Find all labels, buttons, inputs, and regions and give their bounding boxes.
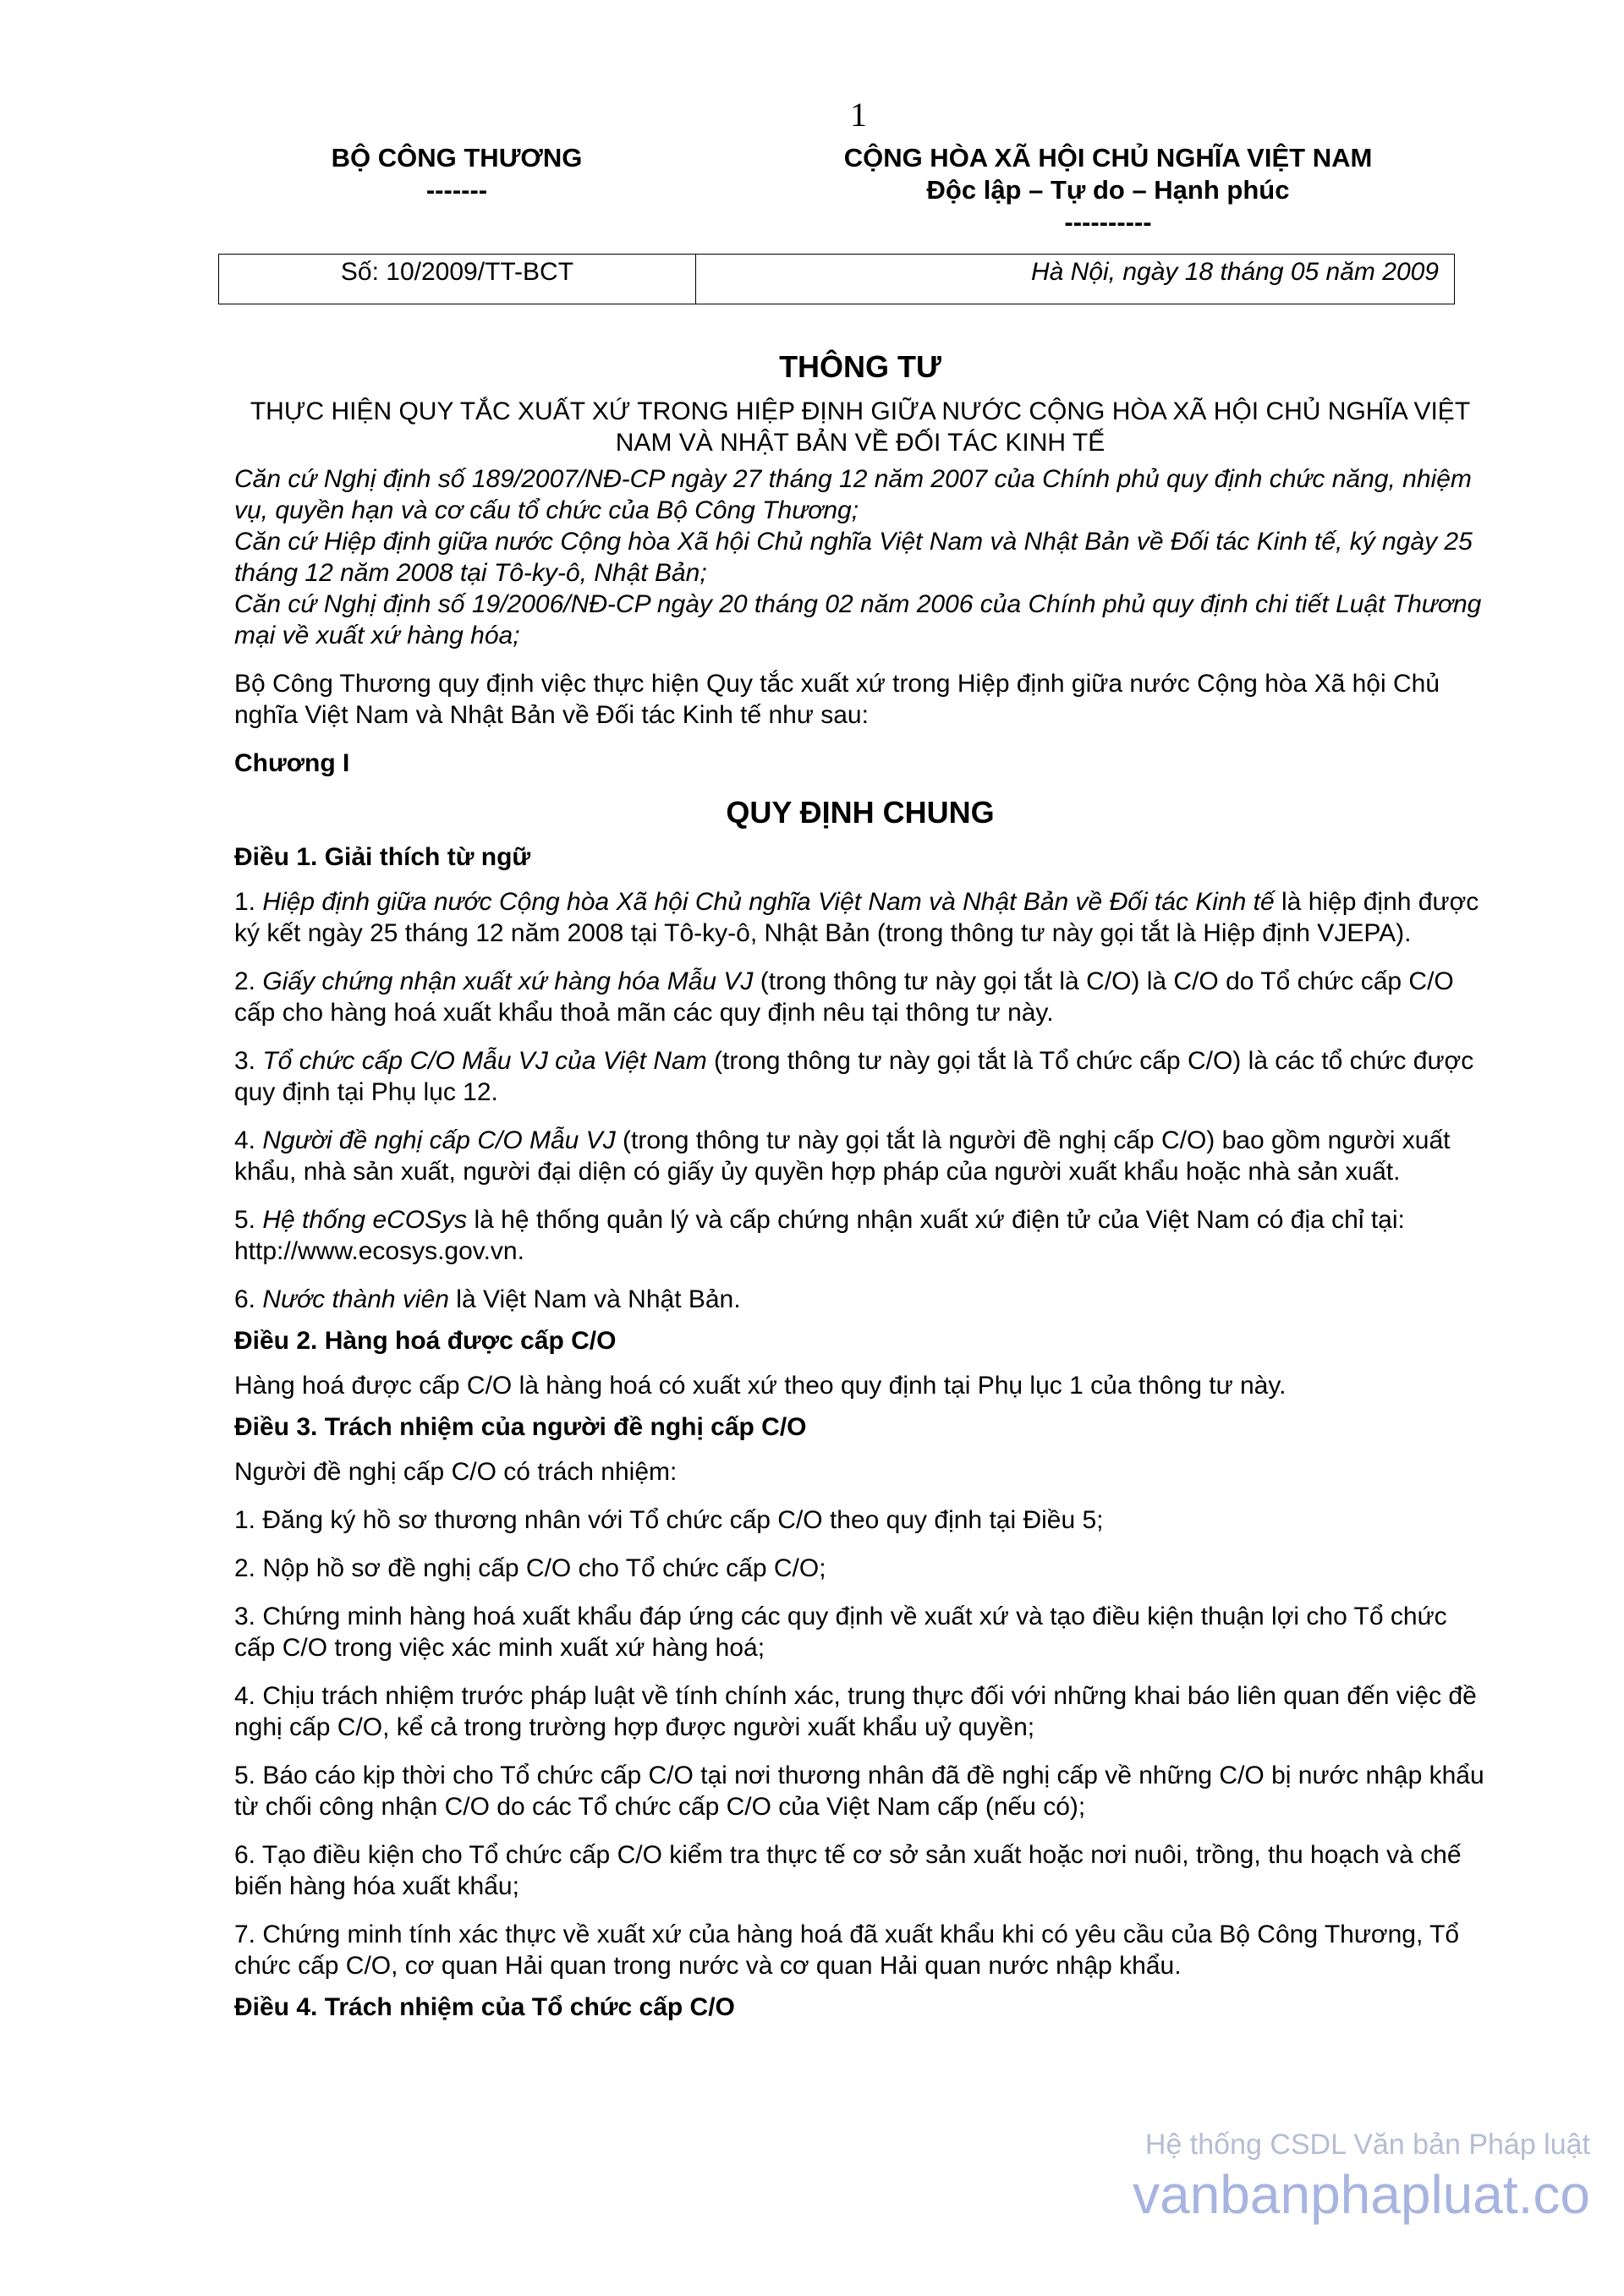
legal-basis [234, 463, 1486, 651]
defined-term: Người đề nghị cấp C/O Mẫu VJ [262, 1126, 616, 1154]
legal-basis-item: Căn cứ Nghị định số 189/2007/NĐ-CP ngày 27 tháng 12 năm 2007 của Chính phủ quy định chức năng, nhiệm vụ, quyền hạn và cơ cấu tổ chức của Bộ Công Thương; [234, 465, 1472, 524]
place-and-date: Hà Nội, ngày 18 tháng 05 năm 2009 [1030, 258, 1439, 286]
duty-item: 6. Tạo điều kiện cho Tổ chức cấp C/O kiểm tra thực tế cơ sở sản xuất hoặc nơi nuôi, trồng, thu hoạch và chế biến hàng hóa xuất khẩu; [234, 1841, 1462, 1900]
legal-basis-item: Căn cứ Nghị định số 19/2006/NĐ-CP ngày 20 tháng 02 năm 2006 của Chính phủ quy định chi tiết Luật Thương mại về xuất xứ hàng hóa; [234, 590, 1482, 649]
duty-item: 2. Nộp hồ sơ đề nghị cấp C/O cho Tổ chức cấp C/O; [234, 1554, 826, 1582]
article-3-intro: Người đề nghị cấp C/O có trách nhiệm: [234, 1458, 678, 1486]
ministry-rule: ------- [425, 175, 488, 205]
preamble: Bộ Công Thương quy định việc thực hiện Quy tắc xuất xứ trong Hiệp định giữa nước Cộng hòa Xã hội Chủ nghĩa Việt Nam và Nhật Bản về Đối tác Kinh tế như sau: [234, 670, 1440, 729]
document-body [234, 348, 1486, 2023]
duty-item: 7. Chứng minh tính xác thực về xuất xứ của hàng hoá đã xuất khẩu khi có yêu cầu của Bộ Công Thương, Tổ chức cấp C/O, cơ quan Hải quan trong nước và cơ quan Hải quan nước nhập khẩu. [234, 1921, 1460, 1980]
document-title: THỰC HIỆN QUY TẮC XUẤT XỨ TRONG HIỆP ĐỊNH GIỮA NƯỚC CỘNG HÒA XÃ HỘI CHỦ NGHĨA VIỆT NAM VÀ NHẬT BẢN VỀ ĐỐI TÁC KINH TẾ [250, 397, 1471, 457]
ministry-name: BỘ CÔNG THƯƠNG [331, 143, 583, 173]
defined-term: Giấy chứng nhận xuất xứ hàng hóa Mẫu VJ [262, 967, 754, 995]
article-2-title: Điều 2. Hàng hoá được cấp C/O [234, 1327, 617, 1355]
defined-term: Nước thành viên [262, 1285, 449, 1313]
motto-rule: ---------- [1064, 207, 1152, 237]
definition-item: 2. Giấy chứng nhận xuất xứ hàng hóa Mẫu VJ (trong thông tư này gọi tắt là C/O) là C/O do Tổ chức cấp C/O cấp cho hàng hoá xuất khẩu thoả mãn các quy định nêu tại thông tư này. [234, 967, 1454, 1027]
reference-table [218, 254, 1455, 304]
chapter-label: Chương I [234, 749, 350, 777]
site-watermark [1133, 2127, 1590, 2227]
document-number: Số: 10/2009/TT-BCT [219, 255, 696, 304]
duty-item: 3. Chứng minh hàng hoá xuất khẩu đáp ứng các quy định về xuất xứ và tạo điều kiện thuận lợi cho Tổ chức cấp C/O trong việc xác minh xuất xứ hàng hoá; [234, 1603, 1447, 1662]
document-type: THÔNG TƯ [779, 349, 941, 384]
page-number: 1 [850, 96, 867, 134]
defined-term: Hiệp định giữa nước Cộng hòa Xã hội Chủ nghĩa Việt Nam và Nhật Bản về Đối tác Kinh tế [262, 888, 1275, 916]
article-4-title: Điều 4. Trách nhiệm của Tổ chức cấp C/O [234, 1993, 735, 2021]
definition-item: 4. Người đề nghị cấp C/O Mẫu VJ (trong thông tư này gọi tắt là người đề nghị cấp C/O) bao gồm người xuất khẩu, nhà sản xuất, người đại diện có giấy ủy quyền hợp pháp của người xuất khẩu hoặc nhà sản xuất. [234, 1126, 1451, 1186]
defined-term: Hệ thống eCOSys [262, 1206, 468, 1234]
definition-item: 6. Nước thành viên là Việt Nam và Nhật Bản. [234, 1285, 741, 1313]
article-1-title: Điều 1. Giải thích từ ngữ [234, 843, 531, 871]
national-motto: Độc lập – Tự do – Hạnh phúc [926, 175, 1290, 205]
chapter-title: QUY ĐỊNH CHUNG [726, 795, 995, 830]
duty-item: 1. Đăng ký hồ sơ thương nhân với Tổ chức cấp C/O theo quy định tại Điều 5; [234, 1506, 1104, 1534]
duty-item: 5. Báo cáo kịp thời cho Tổ chức cấp C/O tại nơi thương nhân đã đề nghị cấp về những C/O bị nước nhập khẩu từ chối công nhận C/O do các Tổ chức cấp C/O của Việt Nam cấp (nếu có); [234, 1762, 1484, 1821]
watermark-caption: Hệ thống CSDL Văn bản Pháp luật [1144, 2129, 1590, 2161]
national-title-block [744, 142, 1472, 238]
article-3-title: Điều 3. Trách nhiệm của người đề nghị cấp C/O [234, 1413, 807, 1441]
definition-item: 1. Hiệp định giữa nước Cộng hòa Xã hội Chủ nghĩa Việt Nam và Nhật Bản về Đối tác Kinh tế là hiệp định được ký kết ngày 25 tháng 12 năm 2008 tại Tô-ky-ô, Nhật Bản (trong thông tư này gọi tắt là Hiệp định VJEPA). [234, 888, 1479, 947]
definition-item: 5. Hệ thống eCOSys là hệ thống quản lý và cấp chứng nhận xuất xứ điện tử của Việt Nam có địa chỉ tại: http://www.ecosys.gov.vn. [234, 1206, 1405, 1265]
duty-item: 4. Chịu trách nhiệm trước pháp luật về tính chính xác, trung thực đối với những khai báo liên quan đến việc đề nghị cấp C/O, kể cả trong trường hợp được người xuất khẩu uỷ quyền; [234, 1682, 1477, 1741]
article-1-definitions [234, 886, 1486, 1315]
definition-item: 3. Tổ chức cấp C/O Mẫu VJ của Việt Nam (trong thông tư này gọi tắt là Tổ chức cấp C/O) là các tổ chức được quy định tại Phụ lục 12. [234, 1047, 1474, 1106]
country-name: CỘNG HÒA XÃ HỘI CHỦ NGHĨA VIỆT NAM [843, 143, 1373, 173]
article-2-text: Hàng hoá được cấp C/O là hàng hoá có xuất xứ theo quy định tại Phụ lục 1 của thông tư này. [234, 1372, 1287, 1400]
defined-term: Tổ chức cấp C/O Mẫu VJ của Việt Nam [262, 1047, 707, 1075]
issuing-authority-block [288, 142, 626, 206]
watermark-domain: vanbanphapluat.co [1133, 2164, 1590, 2225]
legal-basis-item: Căn cứ Hiệp định giữa nước Cộng hòa Xã hội Chủ nghĩa Việt Nam và Nhật Bản về Đối tác Kinh tế, ký ngày 25 tháng 12 năm 2008 tại Tô-ky-ô, Nhật Bản; [234, 528, 1473, 587]
article-3-duties [234, 1504, 1486, 1981]
